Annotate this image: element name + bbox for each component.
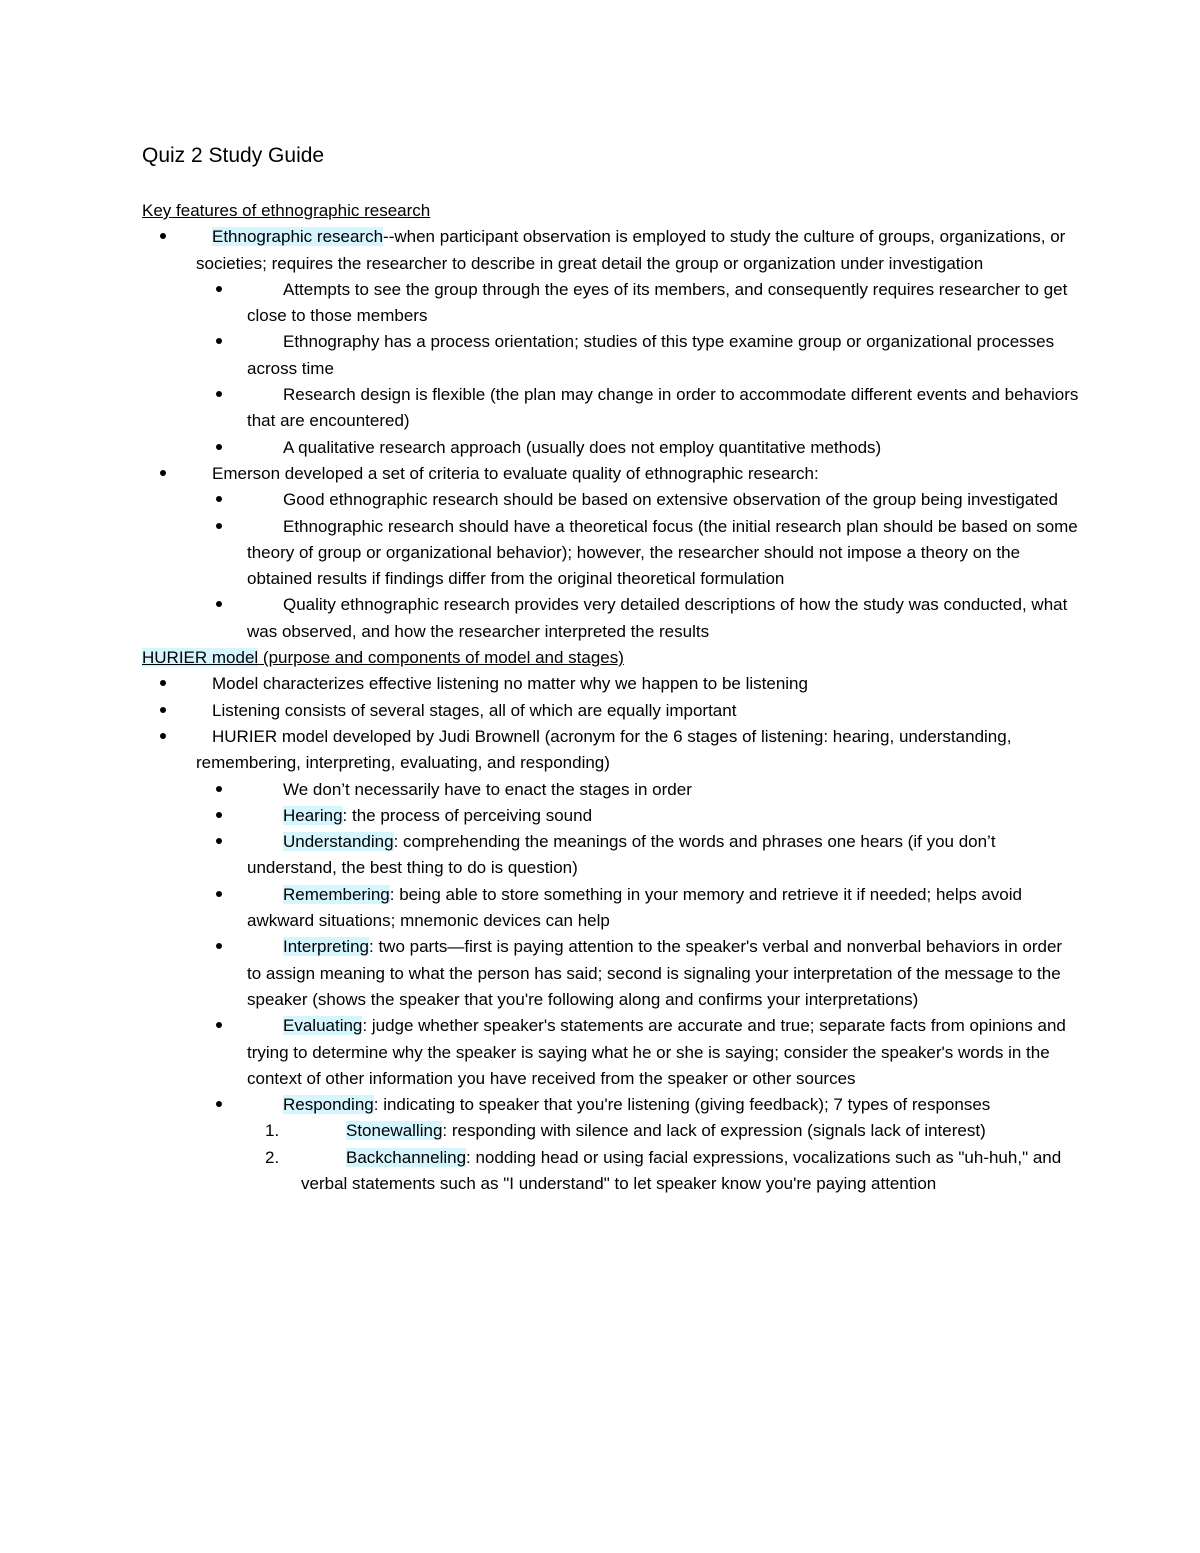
stage-item-understanding: Understanding: comprehending the meanings of the words and phrases one hears (if you don’t understand, the best thing to do is question): [247, 829, 1080, 882]
list-item: Model characterizes effective listening no matter why we happen to be listening: [142, 671, 1080, 697]
response-item: 2. Backchanneling: nodding head or using facial expressions, vocalizations such as "uh-huh," and verbal statements such as "I understand" to let speaker know you're paying attention: [265, 1147, 1062, 1193]
ethnographic-list: [142, 224, 1080, 645]
sub-list-item: Quality ethnographic research provides very detailed descriptions of how the study was conducted, what was observed, and how the researcher interpreted the results: [247, 592, 1080, 645]
response-item: 1. Stonewalling: responding with silence and lack of expression (signals lack of interest): [265, 1121, 986, 1141]
stage-item-interpreting: Interpreting: two parts—first is paying attention to the speaker's verbal and nonverbal behaviors in order to assign meaning to what the person has said; second is signaling your interpretation of the message to the speaker (shows the speaker that you're following along and confirms your interpretations): [247, 934, 1080, 1013]
stage-item-responding: Responding: indicating to speaker that you're listening (giving feedback); 7 types of responses 1. Stonewalling: responding with silence and lack of expression (signals lack of interest) 2. Backchanneling: nodding head or using facial expressions, vocalizations such as "uh-huh," and verbal statements such as "I understand" to let speaker know you're paying attention: [247, 1092, 1080, 1197]
section-heading-hurier: HURIER model (purpose and components of model and stages): [142, 648, 624, 668]
list-item: HURIER model developed by Judi Brownell (acronym for the 6 stages of listening: hearing, understanding, remembering, interpreting, evaluating, and responding) We don’t necessarily have to enact the stages in order Hearing: the process of perceiving sound Understanding: comprehending the meanings of the words and phrases one hears (if you don’t understand, the best thing to do is question) Remembering: being able to store something in your memory and retrieve it if needed; helps avoid awkward situations; mnemonic devices can help Interpreting: two parts—first is paying attention to the speaker's verbal and nonverbal behaviors in order to assign meaning to what the person has said; second is signaling your interpretation of the message to the speaker (shows the speaker that you're following along and confirms your interpretations) Evaluating: judge whether speaker's statements are accurate and true; separate facts from opinions and trying to determine why the speaker is saying what he or she is saying; consider the speaker's words in the context of other information you have received from the speaker or other sources Responding: indicating to speaker that you're listening (giving feedback); 7 types of responses 1. Stonewalling: responding with silence and lack of expression (signals lack of interest) 2. Backchanneling: nodding head or using facial expressions, vocalizations such as "uh-huh," and verbal statements such as "I understand" to let speaker know you're paying attention: [142, 724, 1080, 1197]
stage-item-hearing: Hearing: the process of perceiving sound: [247, 803, 1080, 829]
sub-list: [247, 487, 1080, 645]
sub-list: [247, 277, 1080, 461]
sub-list-item: Research design is flexible (the plan may change in order to accommodate different events and behaviors that are encountered): [247, 382, 1080, 435]
page-title: Quiz 2 Study Guide: [142, 144, 325, 167]
responses-list: [265, 1118, 1080, 1197]
sub-list-item: We don’t necessarily have to enact the stages in order: [247, 777, 1080, 803]
list-item: Emerson developed a set of criteria to evaluate quality of ethnographic research: Good ethnographic research should be based on extensive observation of the group being investigated Ethnographic research should have a theoretical focus (the initial research plan should be based on some theory of group or organizational behavior); however, the researcher should not impose a theory on the obtained results if findings differ from the original theoretical formulation Quality ethnographic research provides very detailed descriptions of how the study was conducted, what was observed, and how the researcher interpreted the results: [142, 461, 1080, 645]
item-text: --when participant observation is employed to study the culture of groups, organizations, or societies; requires the researcher to describe in great detail the group or organization under investigation: [196, 227, 1066, 273]
sub-list-item: A qualitative research approach (usually does not employ quantitative methods): [247, 435, 1080, 461]
section-heading-ethnographic: Key features of ethnographic research: [142, 201, 431, 220]
highlighted-term: HURIER model: [142, 648, 259, 668]
stages-list: [247, 777, 1080, 1198]
sub-list-item: Ethnographic research should have a theoretical focus (the initial research plan should be based on some theory of group or organizational behavior); however, the researcher should not impose a theory on the obtained results if findings differ from the original theoretical formulation: [247, 514, 1080, 593]
list-item: Listening consists of several stages, all of which are equally important: [142, 698, 1080, 724]
sub-list-item: Good ethnographic research should be based on extensive observation of the group being investigated: [247, 487, 1080, 513]
hurier-list: [142, 671, 1080, 1197]
stage-item-evaluating: Evaluating: judge whether speaker's statements are accurate and true; separate facts from opinions and trying to determine why the speaker is saying what he or she is saying; consider the speaker's words in the context of other information you have received from the speaker or other sources: [247, 1013, 1080, 1092]
list-item: [142, 224, 1080, 461]
stage-item-remembering: Remembering: being able to store something in your memory and retrieve it if needed; helps avoid awkward situations; mnemonic devices can help: [247, 882, 1080, 935]
highlighted-term: Ethnographic research: [212, 227, 384, 247]
sub-list-item: Attempts to see the group through the eyes of its members, and consequently requires researcher to get close to those members: [247, 277, 1080, 330]
sub-list-item: Ethnography has a process orientation; studies of this type examine group or organizational processes across time: [247, 329, 1080, 382]
